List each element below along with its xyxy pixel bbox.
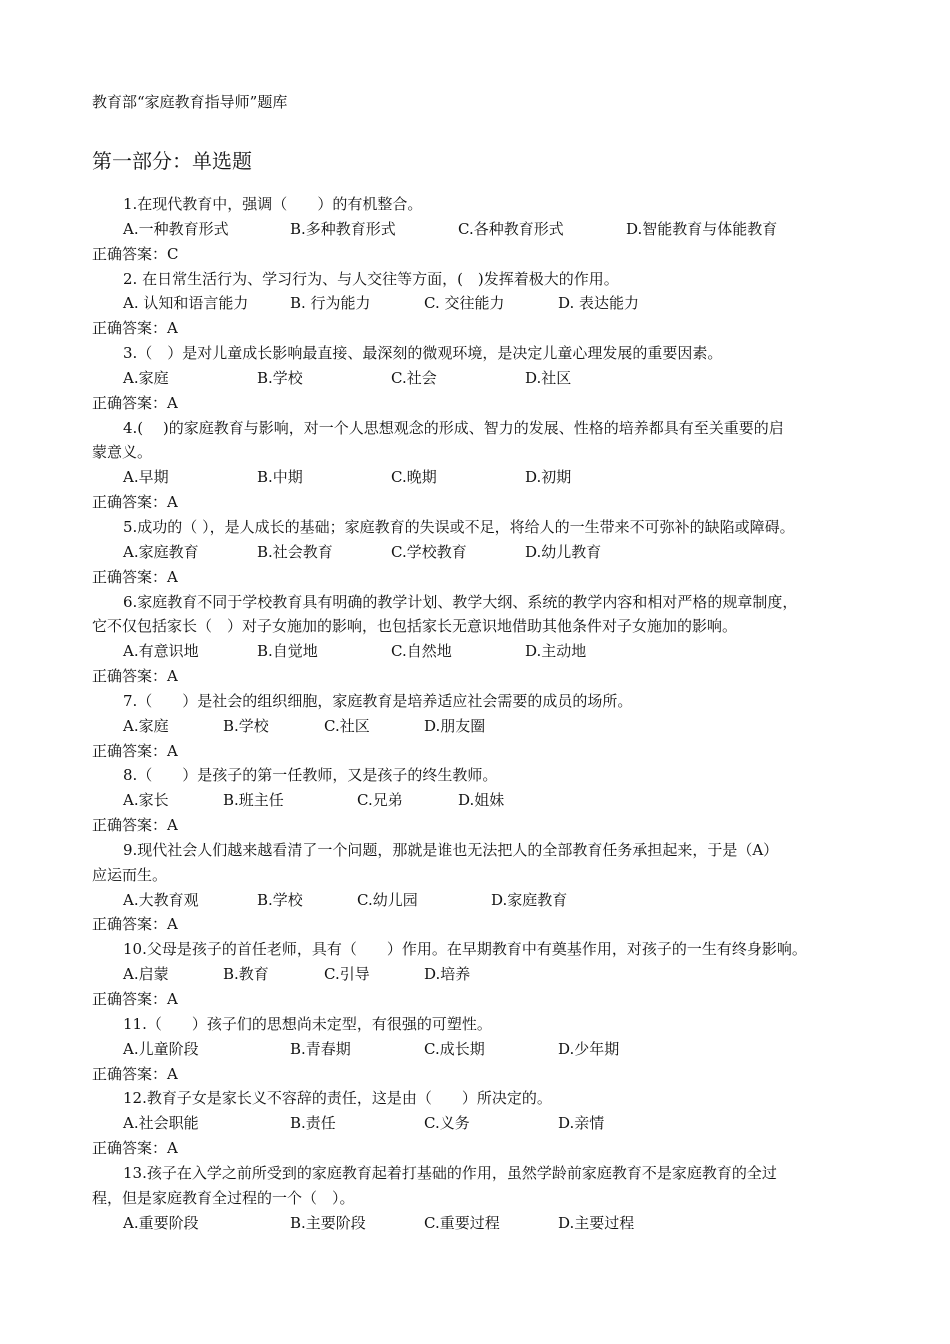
option-b: B.社会教育	[257, 542, 333, 561]
option-b: B.中期	[257, 468, 303, 487]
option-b: B.主要阶段	[290, 1213, 366, 1232]
option-a: A.社会职能	[123, 1114, 199, 1133]
question-stem: 6.家庭教育不同于学校教育具有明确的教学计划、教学大纲、系统的教学内容和相对严格的规章制度，	[123, 592, 798, 611]
option-c: C.社会	[391, 368, 437, 387]
question-item	[0, 838, 950, 937]
option-c: C.成长期	[424, 1039, 485, 1058]
option-c: C. 交往能力	[424, 294, 505, 313]
option-b: B.学校	[257, 890, 303, 909]
correct-answer: 正确答案：A	[92, 990, 178, 1008]
question-options	[0, 1211, 950, 1236]
option-d: D.社区	[525, 368, 572, 387]
question-options	[0, 639, 950, 664]
question-item	[0, 416, 950, 515]
correct-answer: 正确答案：A	[92, 393, 178, 412]
question-stem: 1.在现代教育中，强调（ ）的有机整合。	[123, 195, 423, 213]
question-item	[0, 1161, 950, 1236]
option-b: B.多种教育形式	[290, 219, 396, 238]
correct-answer: 正确答案：A	[92, 741, 178, 760]
question-stem: 应运而生。	[92, 865, 168, 884]
option-d: D.少年期	[558, 1039, 620, 1058]
option-d: D.主动地	[525, 642, 587, 661]
option-c: C.社区	[324, 716, 370, 735]
option-c: C.引导	[324, 965, 370, 984]
option-d: D.主要过程	[558, 1213, 635, 1232]
question-stem: 7.（ ）是社会的组织细胞，家庭教育是培养适应社会需要的成员的场所。	[123, 691, 633, 710]
question-stem: 3.（ ）是对儿童成长影响最直接、最深刻的微观环境，是决定儿童心理发展的重要因素。	[123, 344, 723, 363]
option-a: A. 认知和语言能力	[123, 294, 249, 313]
correct-answer: 正确答案：A	[92, 493, 178, 512]
question-item	[0, 267, 950, 342]
option-a: A.大教育观	[123, 890, 199, 909]
correct-answer: 正确答案：A	[92, 567, 178, 586]
option-b: B.学校	[257, 368, 303, 387]
question-item	[0, 341, 950, 416]
question-options	[0, 888, 950, 913]
question-stem: 12.教育子女是家长义不容辞的责任，这是由（ ）所决定的。	[123, 1089, 552, 1108]
option-c: C.晚期	[391, 468, 437, 487]
correct-answer: 正确答案：A	[92, 1064, 178, 1083]
correct-answer: 正确答案：A	[92, 667, 178, 686]
question-stem: 13.孩子在入学之前所受到的家庭教育起着打基础的作用，虽然学龄前家庭教育不是家庭教育的全过	[123, 1163, 777, 1182]
correct-answer: 正确答案：A	[92, 915, 178, 934]
option-d: D.初期	[525, 468, 572, 487]
option-b: B.青春期	[290, 1039, 351, 1058]
option-c: C.各种教育形式	[458, 219, 564, 238]
question-item	[0, 515, 950, 590]
question-item	[0, 763, 950, 838]
question-options	[0, 1037, 950, 1062]
option-a: A.启蒙	[123, 965, 169, 984]
section-title: 第一部分：单选题	[92, 149, 252, 173]
document-title: 教育部“家庭教育指导师”题库	[92, 93, 288, 111]
option-b: B.教育	[223, 965, 269, 984]
correct-answer: 正确答案：A	[92, 319, 178, 338]
option-c: C.学校教育	[391, 542, 467, 561]
question-item	[0, 192, 950, 267]
question-stem: 11.（ ）孩子们的思想尚未定型，有很强的可塑性。	[123, 1014, 492, 1033]
option-b: B.班主任	[223, 791, 284, 810]
option-d: D.姐妹	[458, 791, 505, 810]
question-options	[0, 1111, 950, 1136]
option-b: B.自觉地	[257, 642, 318, 661]
question-stem: 9.现代社会人们越来越看清了一个问题，那就是谁也无法把人的全部教育任务承担起来，于是（A）	[123, 840, 779, 859]
question-options	[0, 714, 950, 739]
option-d: D.亲情	[558, 1114, 605, 1133]
question-item	[0, 590, 950, 689]
option-d: D.幼儿教育	[525, 542, 602, 561]
option-a: A.早期	[123, 468, 169, 487]
question-options	[0, 291, 950, 316]
option-c: C.兄弟	[357, 791, 403, 810]
question-options	[0, 962, 950, 987]
question-stem: 它不仅包括家长（ ）对子女施加的影响，也包括家长无意识地借助其他条件对子女施加的影响。	[92, 617, 738, 636]
option-a: A.家长	[123, 791, 169, 810]
question-options	[0, 366, 950, 391]
option-a: A.一种教育形式	[123, 219, 229, 238]
option-c: C.义务	[424, 1114, 470, 1133]
question-item	[0, 1086, 950, 1161]
correct-answer: 正确答案：A	[92, 816, 178, 835]
option-a: A.家庭	[123, 716, 169, 735]
option-a: A.儿童阶段	[123, 1039, 199, 1058]
option-b: B. 行为能力	[290, 294, 371, 313]
option-a: A.有意识地	[123, 642, 199, 661]
option-b: B.学校	[223, 716, 269, 735]
option-d: D.家庭教育	[491, 890, 568, 909]
question-options	[0, 217, 950, 242]
correct-answer: 正确答案：C	[92, 244, 179, 263]
option-a: A.家庭	[123, 368, 169, 387]
question-stem: 8.（ ）是孩子的第一任教师，又是孩子的终生教师。	[123, 766, 498, 785]
option-c: C.自然地	[391, 642, 452, 661]
option-d: D.朋友圈	[424, 716, 486, 735]
option-b: B.责任	[290, 1114, 336, 1133]
option-c: C.幼儿园	[357, 890, 418, 909]
option-a: A.重要阶段	[123, 1213, 199, 1232]
correct-answer: 正确答案：A	[92, 1139, 178, 1158]
question-item	[0, 1012, 950, 1087]
question-stem: 4.( )的家庭教育与影响，对一个人思想观念的形成、智力的发展、性格的培养都具有至关重要的启	[123, 418, 784, 437]
question-stem: 2. 在日常生活行为、学习行为、与人交往等方面，( )发挥着极大的作用。	[123, 269, 619, 288]
question-stem: 程，但是家庭教育全过程的一个（ ）。	[92, 1188, 355, 1207]
question-list	[0, 192, 950, 1235]
question-options	[0, 540, 950, 565]
option-c: C.重要过程	[424, 1213, 500, 1232]
option-d: D.智能教育与体能教育	[626, 219, 778, 238]
question-stem: 5.成功的（ ），是人成长的基础；家庭教育的失误或不足，将给人的一生带来不可弥补的缺陷或障碍。	[123, 517, 795, 536]
option-a: A.家庭教育	[123, 542, 199, 561]
question-options	[0, 788, 950, 813]
question-item	[0, 689, 950, 764]
option-d: D. 表达能力	[558, 294, 640, 313]
question-stem: 蒙意义。	[92, 443, 153, 462]
question-item	[0, 937, 950, 1012]
question-stem: 10.父母是孩子的首任老师，具有（ ）作用。在早期教育中有奠基作用，对孩子的一生有终身影响。	[123, 940, 807, 959]
option-d: D.培养	[424, 965, 471, 984]
question-options	[0, 465, 950, 490]
